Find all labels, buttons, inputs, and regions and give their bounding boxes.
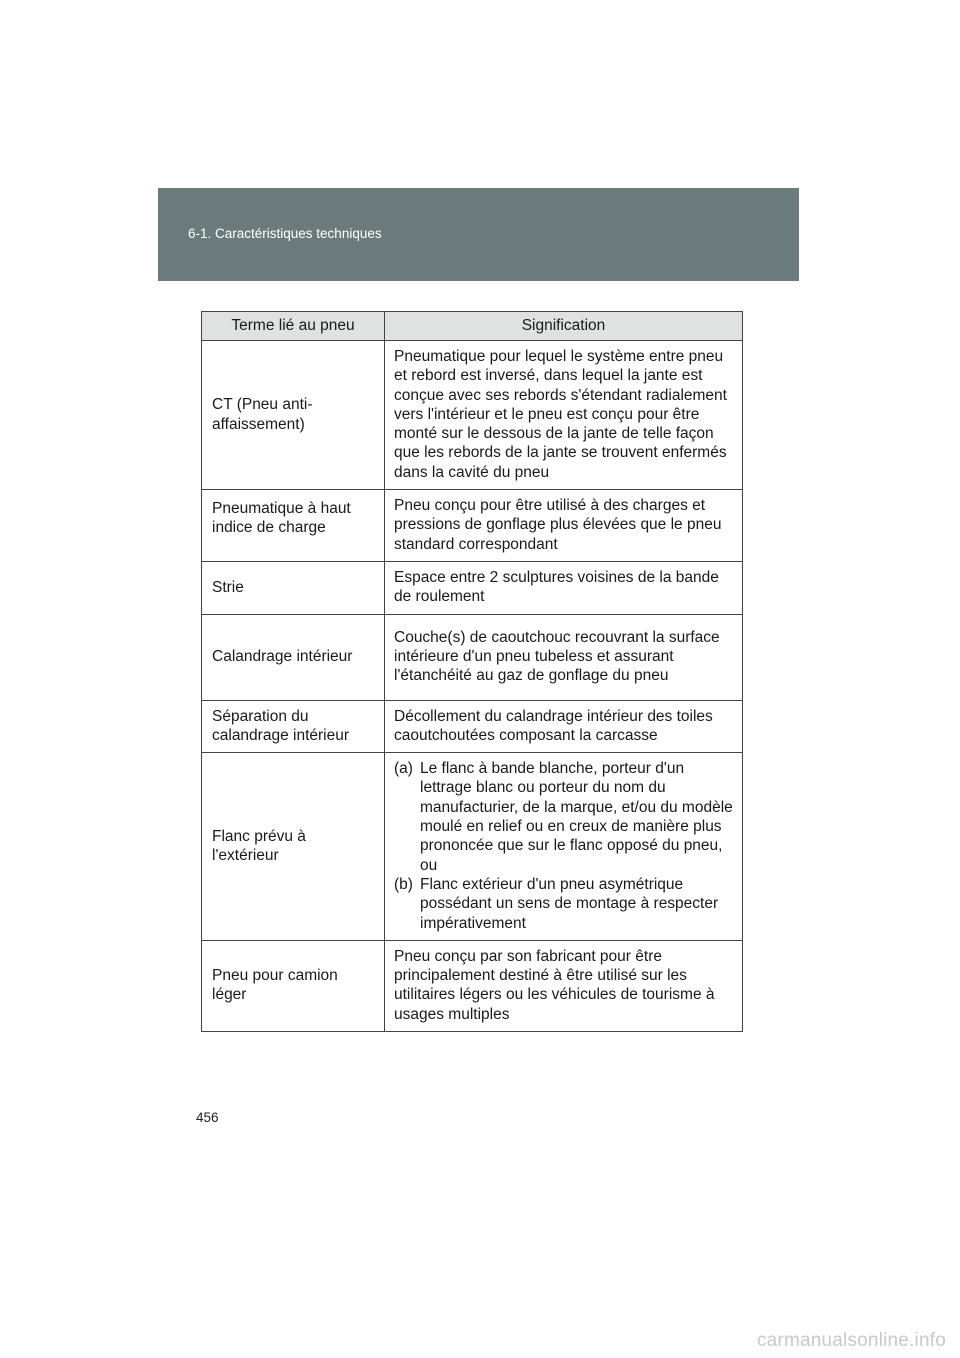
list-marker: (b): [394, 875, 413, 893]
table-row: [202, 700, 743, 753]
list-marker: (a): [394, 760, 413, 778]
column-header-term: Terme lié au pneu: [202, 312, 385, 341]
table-row: [202, 341, 743, 490]
table-row: [202, 490, 743, 562]
section-header-band: [158, 188, 799, 281]
meaning-cell: Pneu conçu par son fabricant pour être principalement destiné à être utilisé sur les utilitaires légers ou les véhicules de tourisme à usages multiples: [385, 940, 743, 1031]
page-number: 456: [196, 1110, 219, 1125]
meaning-cell: Décollement du calandrage intérieur des toiles caoutchoutées composant la carcasse: [385, 700, 743, 753]
meaning-cell: Couche(s) de caoutchouc recouvrant la surface intérieure d'un pneu tubeless et assurant l'étanchéité au gaz de gonflage du pneu: [385, 614, 743, 700]
list-item: [394, 875, 734, 933]
section-title: 6-1. Caractéristiques techniques: [188, 226, 382, 241]
term-cell: Flanc prévu à l'extérieur: [202, 753, 385, 941]
term-cell: Pneu pour camion léger: [202, 940, 385, 1031]
meaning-cell: Espace entre 2 sculptures voisines de la bande de roulement: [385, 561, 743, 614]
column-header-meaning: Signification: [385, 312, 743, 341]
table-row: [202, 940, 743, 1031]
table-header-row: [202, 312, 743, 341]
list-text: Le flanc à bande blanche, porteur d'un lettrage blanc ou porteur du nom du manufacturier, de la marque, et/ou du modèle moulé en relief ou en creux de manière plus prononcée que sur le flanc opposé du pneu, ou: [420, 760, 733, 874]
table-row: [202, 561, 743, 614]
term-cell: Calandrage intérieur: [202, 614, 385, 700]
term-cell: Séparation du calandrage intérieur: [202, 700, 385, 753]
table-row: [202, 753, 743, 941]
table-row: [202, 614, 743, 700]
term-cell: Pneumatique à haut indice de charge: [202, 490, 385, 562]
list-text: Flanc extérieur d'un pneu asymétrique possédant un sens de montage à respecter impérativement: [420, 875, 719, 932]
term-cell: Strie: [202, 561, 385, 614]
term-cell: CT (Pneu anti-affaissement): [202, 341, 385, 490]
meaning-cell: Pneumatique pour lequel le système entre pneu et rebord est inversé, dans lequel la jante est conçue avec ses rebords s'étendant radialement vers l'intérieur et le pneu est conçu pour être monté sur le dessous de la jante de telle façon que les rebords de la jante se trouvent enfermés dans la cavité du pneu: [385, 341, 743, 490]
meaning-cell: Pneu conçu pour être utilisé à des charges et pressions de gonflage plus élevées que le pneu standard correspondant: [385, 490, 743, 562]
tire-terms-table: [201, 311, 743, 1032]
meaning-cell: [385, 753, 743, 941]
list-item: [394, 759, 734, 875]
watermark: carmanualsonline.info: [756, 1330, 946, 1351]
